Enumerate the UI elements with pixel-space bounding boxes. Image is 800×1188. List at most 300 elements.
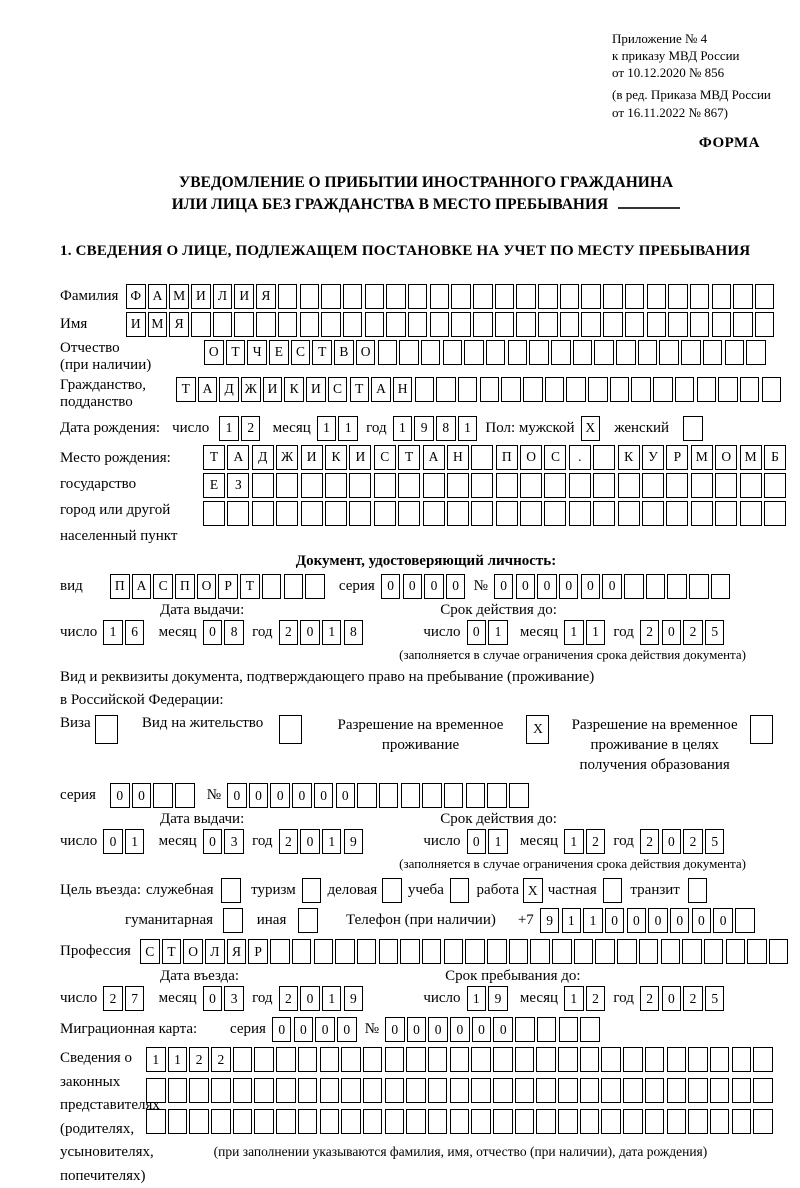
char-cell[interactable]: Е	[203, 473, 225, 498]
char-cell[interactable]: 0	[203, 829, 223, 854]
char-cell[interactable]	[227, 501, 249, 526]
char-cell[interactable]	[189, 1078, 209, 1103]
char-cell[interactable]: 8	[224, 620, 244, 645]
char-cell[interactable]: Т	[226, 340, 246, 365]
char-cell[interactable]: 2	[279, 986, 299, 1011]
char-cell[interactable]	[428, 1047, 448, 1072]
char-cell[interactable]: С	[374, 445, 396, 470]
char-cell[interactable]	[378, 340, 398, 365]
char-cell[interactable]	[301, 501, 323, 526]
char-cell[interactable]	[349, 501, 371, 526]
char-cell[interactable]	[715, 473, 737, 498]
char-cell[interactable]	[520, 473, 542, 498]
char-cell[interactable]	[211, 1078, 231, 1103]
char-cell[interactable]	[545, 377, 565, 402]
char-cell[interactable]: 0	[315, 1017, 335, 1042]
char-cell[interactable]	[363, 1078, 383, 1103]
char-cell[interactable]: 1	[393, 416, 413, 441]
char-cell[interactable]	[753, 1078, 773, 1103]
char-cell[interactable]: И	[126, 312, 146, 337]
char-cell[interactable]	[320, 1047, 340, 1072]
char-cell[interactable]: И	[306, 377, 326, 402]
char-cell[interactable]	[762, 377, 782, 402]
char-cell[interactable]: П	[110, 574, 130, 599]
char-cell[interactable]	[530, 939, 550, 964]
char-cell[interactable]: 1	[564, 829, 584, 854]
char-cell[interactable]	[284, 574, 304, 599]
char-cell[interactable]	[343, 284, 363, 309]
char-cell[interactable]	[659, 340, 679, 365]
char-cell[interactable]	[278, 284, 298, 309]
char-cell[interactable]: 0	[662, 620, 682, 645]
char-cell[interactable]: Д	[252, 445, 274, 470]
char-cell[interactable]: Б	[764, 445, 786, 470]
char-cell[interactable]	[538, 284, 558, 309]
char-cell[interactable]	[321, 284, 341, 309]
char-cell[interactable]	[750, 715, 773, 744]
char-cell[interactable]: Т	[240, 574, 260, 599]
char-cell[interactable]: 8	[436, 416, 456, 441]
char-cell[interactable]	[653, 377, 673, 402]
char-cell[interactable]	[146, 1078, 166, 1103]
char-cell[interactable]	[558, 1078, 578, 1103]
char-cell[interactable]: 2	[211, 1047, 231, 1072]
char-cell[interactable]: 0	[662, 986, 682, 1011]
char-cell[interactable]	[262, 574, 282, 599]
char-cell[interactable]: Т	[162, 939, 182, 964]
char-cell[interactable]	[755, 312, 775, 337]
char-cell[interactable]	[436, 377, 456, 402]
char-cell[interactable]: К	[284, 377, 304, 402]
char-cell[interactable]: 2	[683, 620, 703, 645]
char-cell[interactable]: 9	[344, 829, 364, 854]
char-cell[interactable]: 2	[640, 620, 660, 645]
char-cell[interactable]: 0	[537, 574, 557, 599]
char-cell[interactable]	[400, 939, 420, 964]
char-cell[interactable]	[569, 501, 591, 526]
char-cell[interactable]: 1	[317, 416, 337, 441]
char-cell[interactable]	[666, 473, 688, 498]
char-cell[interactable]: Е	[269, 340, 289, 365]
char-cell[interactable]	[406, 1047, 426, 1072]
char-cell[interactable]	[256, 312, 276, 337]
char-cell[interactable]	[382, 878, 402, 903]
char-cell[interactable]	[618, 473, 640, 498]
char-cell[interactable]: X	[526, 715, 549, 744]
char-cell[interactable]	[647, 284, 667, 309]
char-cell[interactable]	[486, 340, 506, 365]
char-cell[interactable]	[252, 473, 274, 498]
char-cell[interactable]: 1	[338, 416, 358, 441]
char-cell[interactable]	[385, 1047, 405, 1072]
char-cell[interactable]	[580, 1109, 600, 1134]
char-cell[interactable]	[357, 939, 377, 964]
char-cell[interactable]: С	[544, 445, 566, 470]
char-cell[interactable]	[689, 574, 709, 599]
char-cell[interactable]: С	[291, 340, 311, 365]
char-cell[interactable]: А	[423, 445, 445, 470]
char-cell[interactable]: Ж	[276, 445, 298, 470]
char-cell[interactable]: 0	[292, 783, 312, 808]
char-cell[interactable]: 0	[467, 620, 487, 645]
char-cell[interactable]: 1	[564, 986, 584, 1011]
char-cell[interactable]: 0	[403, 574, 423, 599]
char-cell[interactable]	[688, 1078, 708, 1103]
char-cell[interactable]: 7	[125, 986, 145, 1011]
char-cell[interactable]: О	[197, 574, 217, 599]
char-cell[interactable]	[203, 501, 225, 526]
char-cell[interactable]	[642, 473, 664, 498]
char-cell[interactable]	[335, 939, 355, 964]
char-cell[interactable]	[623, 1109, 643, 1134]
char-cell[interactable]	[374, 473, 396, 498]
char-cell[interactable]: Т	[398, 445, 420, 470]
char-cell[interactable]: 1	[586, 620, 606, 645]
char-cell[interactable]	[223, 908, 243, 933]
char-cell[interactable]	[254, 1109, 274, 1134]
char-cell[interactable]	[508, 340, 528, 365]
char-cell[interactable]: 9	[414, 416, 434, 441]
char-cell[interactable]	[430, 284, 450, 309]
char-cell[interactable]	[325, 473, 347, 498]
char-cell[interactable]	[276, 1109, 296, 1134]
char-cell[interactable]	[408, 312, 428, 337]
char-cell[interactable]	[645, 1047, 665, 1072]
char-cell[interactable]: 2	[586, 829, 606, 854]
char-cell[interactable]	[357, 783, 377, 808]
char-cell[interactable]: 0	[407, 1017, 427, 1042]
char-cell[interactable]	[385, 1109, 405, 1134]
char-cell[interactable]	[753, 1047, 773, 1072]
char-cell[interactable]: Н	[393, 377, 413, 402]
char-cell[interactable]	[349, 473, 371, 498]
char-cell[interactable]	[153, 783, 173, 808]
char-cell[interactable]	[732, 1047, 752, 1072]
char-cell[interactable]	[688, 878, 708, 903]
char-cell[interactable]: 0	[450, 1017, 470, 1042]
char-cell[interactable]	[471, 473, 493, 498]
char-cell[interactable]: 1	[125, 829, 145, 854]
char-cell[interactable]: 9	[540, 908, 560, 933]
char-cell[interactable]	[443, 340, 463, 365]
char-cell[interactable]: Р	[248, 939, 268, 964]
char-cell[interactable]	[406, 1078, 426, 1103]
char-cell[interactable]: М	[740, 445, 762, 470]
char-cell[interactable]: 1	[103, 620, 123, 645]
char-cell[interactable]	[509, 939, 529, 964]
char-cell[interactable]	[385, 1078, 405, 1103]
char-cell[interactable]	[618, 501, 640, 526]
char-cell[interactable]	[365, 284, 385, 309]
char-cell[interactable]	[536, 1078, 556, 1103]
char-cell[interactable]: 1	[458, 416, 478, 441]
char-cell[interactable]: Т	[176, 377, 196, 402]
char-cell[interactable]: О	[356, 340, 376, 365]
char-cell[interactable]	[523, 377, 543, 402]
char-cell[interactable]	[544, 473, 566, 498]
char-cell[interactable]	[341, 1109, 361, 1134]
char-cell[interactable]	[520, 501, 542, 526]
char-cell[interactable]	[320, 1109, 340, 1134]
char-cell[interactable]	[682, 939, 702, 964]
char-cell[interactable]	[732, 1109, 752, 1134]
char-cell[interactable]: К	[325, 445, 347, 470]
char-cell[interactable]	[645, 1109, 665, 1134]
char-cell[interactable]: Ж	[241, 377, 261, 402]
char-cell[interactable]	[623, 1078, 643, 1103]
char-cell[interactable]	[580, 1047, 600, 1072]
char-cell[interactable]	[496, 473, 518, 498]
char-cell[interactable]: 0	[336, 783, 356, 808]
char-cell[interactable]: 2	[640, 829, 660, 854]
char-cell[interactable]	[444, 783, 464, 808]
char-cell[interactable]: 1	[488, 620, 508, 645]
char-cell[interactable]: Л	[205, 939, 225, 964]
char-cell[interactable]: 0	[670, 908, 690, 933]
char-cell[interactable]: 0	[132, 783, 152, 808]
char-cell[interactable]: 0	[446, 574, 466, 599]
char-cell[interactable]: 2	[640, 986, 660, 1011]
char-cell[interactable]	[529, 340, 549, 365]
char-cell[interactable]: 1	[168, 1047, 188, 1072]
char-cell[interactable]	[447, 501, 469, 526]
char-cell[interactable]	[423, 473, 445, 498]
char-cell[interactable]	[276, 1047, 296, 1072]
char-cell[interactable]	[365, 312, 385, 337]
char-cell[interactable]: М	[148, 312, 168, 337]
char-cell[interactable]	[603, 878, 623, 903]
char-cell[interactable]	[755, 284, 775, 309]
char-cell[interactable]	[422, 939, 442, 964]
char-cell[interactable]: 0	[203, 620, 223, 645]
char-cell[interactable]: Д	[219, 377, 239, 402]
char-cell[interactable]: М	[169, 284, 189, 309]
char-cell[interactable]: 1	[562, 908, 582, 933]
char-cell[interactable]	[379, 939, 399, 964]
char-cell[interactable]	[740, 377, 760, 402]
char-cell[interactable]	[300, 312, 320, 337]
char-cell[interactable]	[569, 473, 591, 498]
char-cell[interactable]: .	[569, 445, 591, 470]
char-cell[interactable]	[688, 1047, 708, 1072]
char-cell[interactable]	[465, 939, 485, 964]
char-cell[interactable]	[233, 1078, 253, 1103]
char-cell[interactable]: 5	[705, 829, 725, 854]
char-cell[interactable]	[732, 1078, 752, 1103]
char-cell[interactable]: 3	[224, 986, 244, 1011]
char-cell[interactable]	[616, 340, 636, 365]
char-cell[interactable]	[270, 939, 290, 964]
char-cell[interactable]: 8	[344, 620, 364, 645]
char-cell[interactable]	[515, 1109, 535, 1134]
char-cell[interactable]	[325, 501, 347, 526]
char-cell[interactable]	[551, 340, 571, 365]
char-cell[interactable]	[399, 340, 419, 365]
char-cell[interactable]	[536, 1109, 556, 1134]
char-cell[interactable]	[341, 1078, 361, 1103]
char-cell[interactable]	[667, 1109, 687, 1134]
char-cell[interactable]	[667, 1078, 687, 1103]
char-cell[interactable]	[683, 416, 703, 441]
char-cell[interactable]	[580, 1078, 600, 1103]
char-cell[interactable]	[559, 1017, 579, 1042]
char-cell[interactable]: Т	[203, 445, 225, 470]
char-cell[interactable]: 1	[146, 1047, 166, 1072]
char-cell[interactable]: 9	[344, 986, 364, 1011]
char-cell[interactable]	[645, 1078, 665, 1103]
char-cell[interactable]: 0	[493, 1017, 513, 1042]
char-cell[interactable]	[221, 878, 241, 903]
char-cell[interactable]	[450, 878, 470, 903]
char-cell[interactable]	[769, 939, 789, 964]
char-cell[interactable]	[189, 1109, 209, 1134]
char-cell[interactable]: X	[523, 878, 543, 903]
char-cell[interactable]	[501, 377, 521, 402]
char-cell[interactable]	[515, 1078, 535, 1103]
char-cell[interactable]: 1	[564, 620, 584, 645]
char-cell[interactable]: Т	[312, 340, 332, 365]
char-cell[interactable]	[558, 1109, 578, 1134]
char-cell[interactable]	[292, 939, 312, 964]
char-cell[interactable]: 0	[627, 908, 647, 933]
char-cell[interactable]	[298, 1078, 318, 1103]
char-cell[interactable]	[764, 473, 786, 498]
char-cell[interactable]: 0	[428, 1017, 448, 1042]
char-cell[interactable]	[430, 312, 450, 337]
char-cell[interactable]	[473, 284, 493, 309]
char-cell[interactable]	[493, 1109, 513, 1134]
char-cell[interactable]	[593, 445, 615, 470]
char-cell[interactable]	[298, 1047, 318, 1072]
char-cell[interactable]	[574, 939, 594, 964]
char-cell[interactable]	[560, 312, 580, 337]
char-cell[interactable]	[234, 312, 254, 337]
char-cell[interactable]: 0	[272, 1017, 292, 1042]
char-cell[interactable]	[211, 1109, 231, 1134]
char-cell[interactable]	[603, 284, 623, 309]
char-cell[interactable]: 1	[488, 829, 508, 854]
char-cell[interactable]: Я	[227, 939, 247, 964]
char-cell[interactable]	[302, 878, 322, 903]
char-cell[interactable]: 2	[103, 986, 123, 1011]
char-cell[interactable]	[509, 783, 529, 808]
char-cell[interactable]	[386, 312, 406, 337]
char-cell[interactable]: Н	[447, 445, 469, 470]
char-cell[interactable]	[252, 501, 274, 526]
char-cell[interactable]	[538, 312, 558, 337]
char-cell[interactable]	[95, 715, 118, 744]
char-cell[interactable]	[764, 501, 786, 526]
char-cell[interactable]	[537, 1017, 557, 1042]
char-cell[interactable]	[495, 312, 515, 337]
char-cell[interactable]	[740, 501, 762, 526]
char-cell[interactable]: X	[581, 416, 601, 441]
char-cell[interactable]	[450, 1109, 470, 1134]
char-cell[interactable]: 0	[692, 908, 712, 933]
char-cell[interactable]: 2	[189, 1047, 209, 1072]
char-cell[interactable]	[625, 284, 645, 309]
char-cell[interactable]: 0	[559, 574, 579, 599]
char-cell[interactable]: 0	[227, 783, 247, 808]
char-cell[interactable]: 2	[279, 829, 299, 854]
char-cell[interactable]	[610, 377, 630, 402]
char-cell[interactable]: Р	[666, 445, 688, 470]
char-cell[interactable]	[681, 340, 701, 365]
char-cell[interactable]	[601, 1109, 621, 1134]
char-cell[interactable]	[617, 939, 637, 964]
char-cell[interactable]: 1	[583, 908, 603, 933]
char-cell[interactable]	[386, 284, 406, 309]
char-cell[interactable]	[588, 377, 608, 402]
char-cell[interactable]: О	[183, 939, 203, 964]
char-cell[interactable]: Р	[218, 574, 238, 599]
char-cell[interactable]	[254, 1047, 274, 1072]
char-cell[interactable]	[690, 312, 710, 337]
char-cell[interactable]: О	[520, 445, 542, 470]
char-cell[interactable]: 0	[494, 574, 514, 599]
char-cell[interactable]: В	[334, 340, 354, 365]
char-cell[interactable]	[279, 715, 302, 744]
char-cell[interactable]	[566, 377, 586, 402]
char-cell[interactable]	[639, 939, 659, 964]
char-cell[interactable]	[471, 1047, 491, 1072]
char-cell[interactable]	[601, 1078, 621, 1103]
char-cell[interactable]: 1	[322, 829, 342, 854]
char-cell[interactable]	[560, 284, 580, 309]
char-cell[interactable]	[715, 501, 737, 526]
char-cell[interactable]	[753, 1109, 773, 1134]
char-cell[interactable]: 0	[713, 908, 733, 933]
char-cell[interactable]: Я	[169, 312, 189, 337]
char-cell[interactable]: 0	[385, 1017, 405, 1042]
char-cell[interactable]	[558, 1047, 578, 1072]
char-cell[interactable]	[746, 340, 766, 365]
char-cell[interactable]: Л	[213, 284, 233, 309]
char-cell[interactable]	[688, 1109, 708, 1134]
char-cell[interactable]	[594, 340, 614, 365]
char-cell[interactable]	[516, 312, 536, 337]
char-cell[interactable]: К	[618, 445, 640, 470]
char-cell[interactable]	[493, 1078, 513, 1103]
char-cell[interactable]	[496, 501, 518, 526]
char-cell[interactable]	[710, 1047, 730, 1072]
char-cell[interactable]	[473, 312, 493, 337]
char-cell[interactable]: 0	[294, 1017, 314, 1042]
char-cell[interactable]	[415, 377, 435, 402]
char-cell[interactable]	[668, 284, 688, 309]
char-cell[interactable]: А	[227, 445, 249, 470]
char-cell[interactable]	[451, 284, 471, 309]
char-cell[interactable]: 2	[586, 986, 606, 1011]
char-cell[interactable]	[581, 312, 601, 337]
char-cell[interactable]	[466, 783, 486, 808]
char-cell[interactable]	[487, 783, 507, 808]
char-cell[interactable]	[341, 1047, 361, 1072]
char-cell[interactable]	[666, 501, 688, 526]
char-cell[interactable]: И	[301, 445, 323, 470]
char-cell[interactable]: П	[496, 445, 518, 470]
char-cell[interactable]	[422, 783, 442, 808]
char-cell[interactable]	[379, 783, 399, 808]
char-cell[interactable]	[168, 1078, 188, 1103]
char-cell[interactable]: 0	[602, 574, 622, 599]
char-cell[interactable]	[691, 473, 713, 498]
char-cell[interactable]	[213, 312, 233, 337]
char-cell[interactable]: 0	[381, 574, 401, 599]
char-cell[interactable]: 0	[300, 829, 320, 854]
char-cell[interactable]	[444, 939, 464, 964]
char-cell[interactable]	[735, 908, 755, 933]
